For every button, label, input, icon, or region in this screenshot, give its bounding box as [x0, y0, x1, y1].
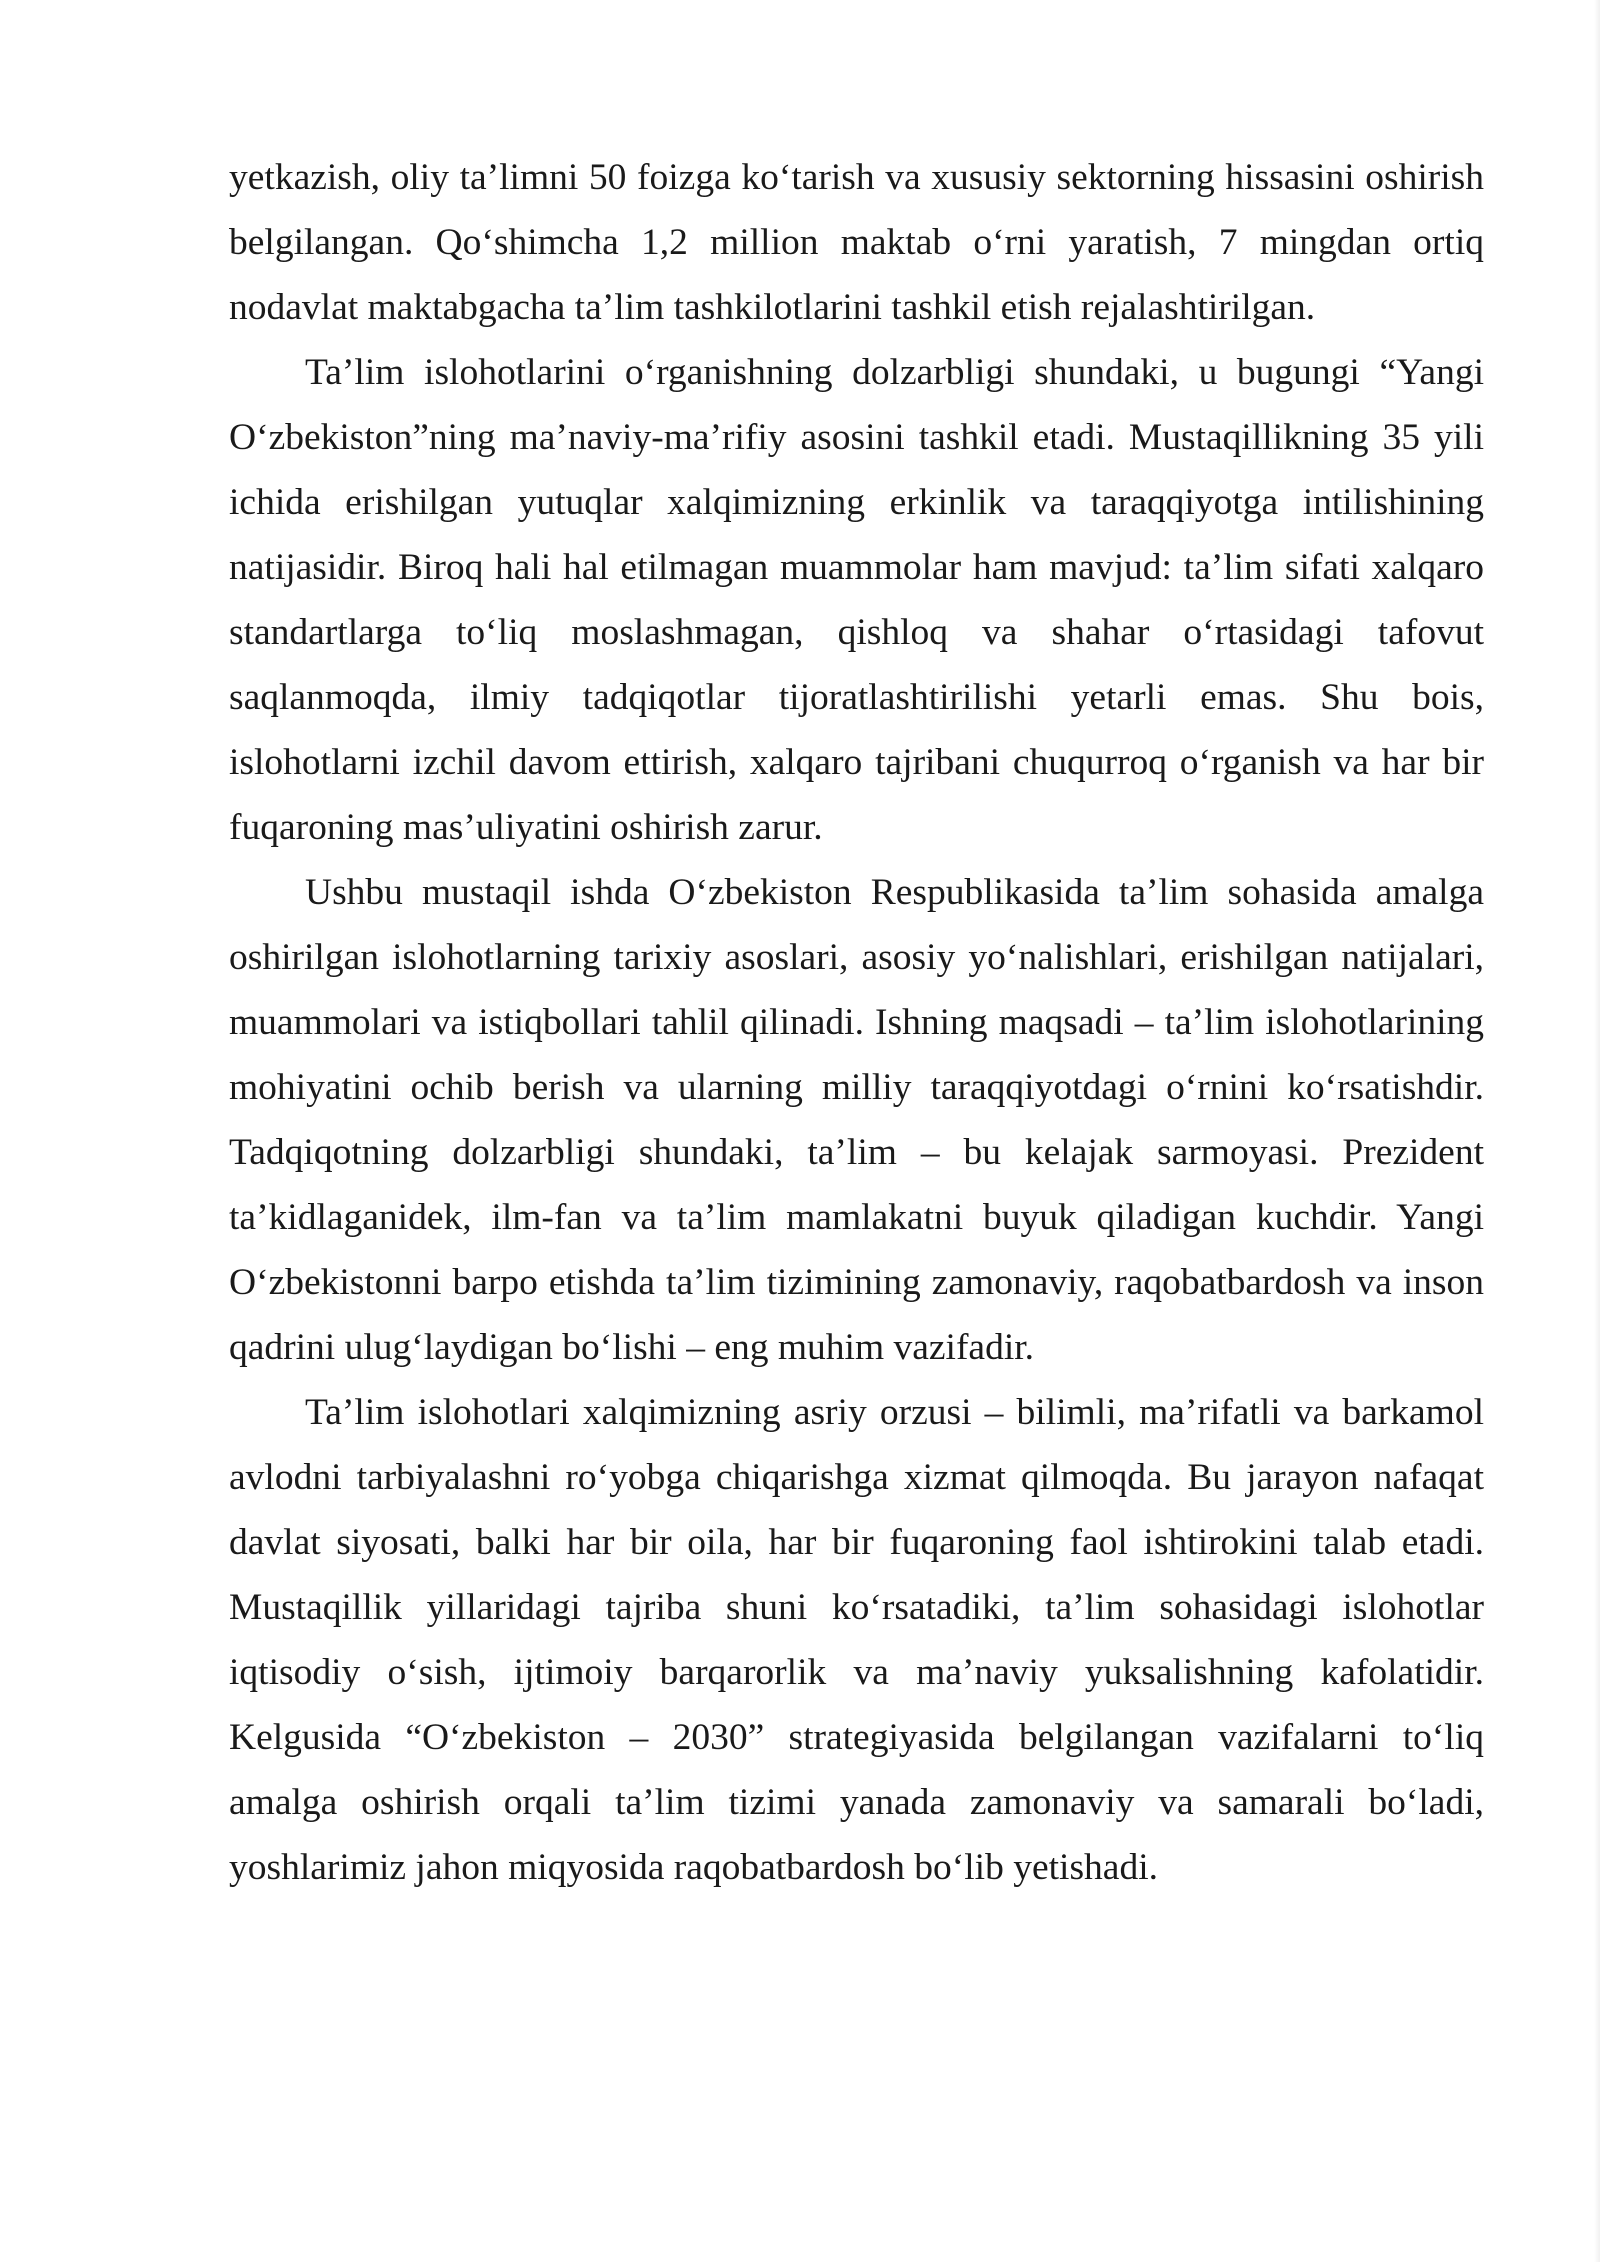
- paragraph-relevance: Ta’lim islohotlarini o‘rganishning dolzarbligi shundaki, u bugungi “Yangi O‘zbekiston”ning ma’naviy-ma’rifiy asosini tashkil etadi. Mustaqillikning 35 yili ichida erishilgan yutuqlar xalqimizning erkinlik va taraqqiyotga intilishining natijasidir. Biroq hali hal etilmagan muammolar ham mavjud: ta’lim sifati xalqaro standartlarga to‘liq moslashmagan, qishloq va shahar o‘rtasidagi tafovut saqlanmoqda, ilmiy tadqiqotlar tijoratlashtirilishi yetarli emas. Shu bois, islohotlarni izchil davom ettirish, xalqaro tajribani chuqurroq o‘rganish va har bir fuqaroning mas’uliyatini oshirish zarur.: [229, 352, 1484, 848]
- paragraph-continued: yetkazish, oliy ta’limni 50 foizga ko‘tarish va xususiy sektorning hissasini oshirish belgilangan. Qo‘shimcha 1,2 million maktab o‘rni yaratish, 7 mingdan ortiq nodavlat maktabgacha ta’lim tashkilotlarini tashkil etish rejalashtirilgan.: [229, 157, 1484, 328]
- paragraph-conclusion: Ta’lim islohotlari xalqimizning asriy orzusi – bilimli, ma’rifatli va barkamol avlodni tarbiyalashni ro‘yobga chiqarishga xizmat qilmoqda. Bu jarayon nafaqat davlat siyosati, balki har bir oila, har bir fuqaroning faol ishtirokini talab etadi. Mustaqillik yillaridagi tajriba shuni ko‘rsatadiki, ta’lim sohasidagi islohotlar iqtisodiy o‘sish, ijtimoiy barqarorlik va ma’naviy yuksalishning kafolatidir. Kelgusida “O‘zbekiston – 2030” strategiyasida belgilangan vazifalarni to‘liq amalga oshirish orqali ta’lim tizimi yanada zamonaviy va samarali bo‘ladi, yoshlarimiz jahon miqyosida raqobatbardosh bo‘lib yetishadi.: [229, 1392, 1484, 1888]
- document-body: [229, 145, 1484, 1900]
- page-edge-shadow: [1594, 0, 1600, 2262]
- paragraph-purpose: Ushbu mustaqil ishda O‘zbekiston Respublikasida ta’lim sohasida amalga oshirilgan islohotlarning tarixiy asoslari, asosiy yo‘nalishlari, erishilgan natijalari, muammolari va istiqbollari tahlil qilinadi. Ishning maqsadi – ta’lim islohotlarining mohiyatini ochib berish va ularning milliy taraqqiyotdagi o‘rnini ko‘rsatishdir. Tadqiqotning dolzarbligi shundaki, ta’lim – bu kelajak sarmoyasi. Prezident ta’kidlaganidek, ilm-fan va ta’lim mamlakatni buyuk qiladigan kuchdir. Yangi O‘zbekistonni barpo etishda ta’lim tizimining zamonaviy, raqobatbardosh va inson qadrini ulug‘laydigan bo‘lishi – eng muhim vazifadir.: [229, 872, 1484, 1368]
